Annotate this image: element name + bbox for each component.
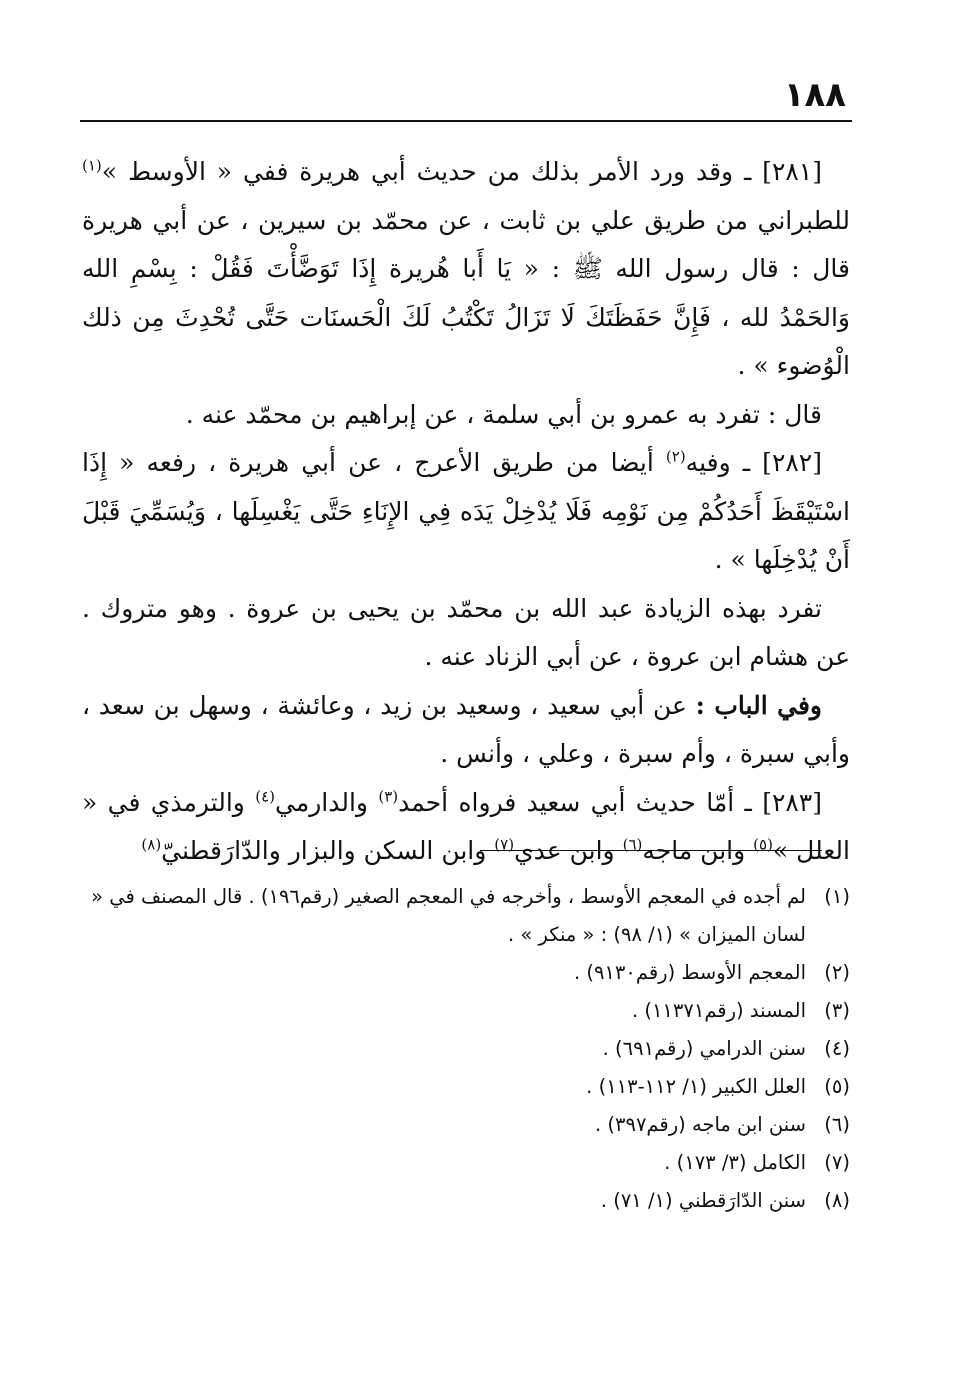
page-number: ١٨٨ — [783, 75, 846, 115]
text-segment: وابن ماجه — [642, 836, 754, 865]
text-segment: [٢٨٢] ـ وفيه — [685, 448, 822, 477]
footnote-ref-6[interactable]: (٦) — [622, 835, 643, 854]
footnote-ref-5[interactable]: (٥) — [753, 835, 773, 854]
paragraph-bab — [82, 682, 850, 779]
footnote-text: العلل الكبير (١/ ١١٢-١١٣) . — [586, 1075, 806, 1098]
footnote-item — [80, 1030, 850, 1068]
footnote-number: (٢) — [824, 961, 850, 984]
paragraph-282 — [82, 439, 850, 585]
footnote-number: (٤) — [824, 1037, 850, 1060]
footnote-text: المسند (رقم١١٣٧١) . — [631, 999, 806, 1022]
footnote-number: (١) — [824, 885, 850, 908]
footnote-separator — [480, 850, 822, 851]
footnotes — [80, 878, 850, 1220]
text-segment: [٢٨١] ـ وقد ورد الأمر بذلك من حديث أبي هريرة ففي « الأوسط » — [101, 157, 822, 186]
footnote-number: (٥) — [824, 1075, 850, 1098]
footnote-text: الكامل (٣/ ١٧٣) . — [664, 1151, 806, 1174]
footnote-item — [80, 1106, 850, 1144]
text-segment: [٢٨٣] ـ أمّا حديث أبي سعيد فرواه أحمد — [398, 787, 823, 817]
paragraph-281 — [82, 148, 850, 391]
footnote-ref-4[interactable]: (٤) — [255, 787, 275, 806]
text-segment: وابن السكن والبزار والدّارَقطنيّ — [161, 836, 495, 865]
footnote-item — [80, 1144, 850, 1182]
text-segment: والترمذي في « العلل » — [82, 787, 850, 865]
text-segment: والدارمي — [274, 787, 379, 817]
footnote-item — [80, 954, 850, 992]
paragraph-283 — [82, 779, 850, 876]
footnote-ref-7[interactable]: (٧) — [494, 835, 515, 854]
footnote-number: (٨) — [824, 1189, 850, 1212]
footnote-text: المعجم الأوسط (رقم٩١٣٠) . — [573, 961, 806, 984]
footnote-text: لم أجده في المعجم الأوسط ، وأخرجه في المعجم الصغير (رقم١٩٦) . قال المصنف في « لسان الميزان » (١/ ٩٨) : « منكر » . — [91, 885, 806, 946]
paragraph-281-note: قال : تفرد به عمرو بن أبي سلمة ، عن إبراهيم بن محمّد عنه . — [185, 399, 822, 429]
text-segment: أيضا من طريق الأعرج ، عن أبي هريرة ، رفعه « إِذَا اسْتَيْقَظَ أَحَدُكُمْ مِن نَوْمِه فَلَا يُدْخِلْ يَدَه فِي الإِنَاءِ حَتَّى يَغْسِلَها ، وَيُسَمِّيَ قَبْلَ أَنْ يُدْخِلَها » . — [82, 448, 850, 574]
footnote-ref-3[interactable]: (٣) — [378, 787, 399, 806]
footnote-text: سنن الدّارَقطني (١/ ٧١) . — [600, 1189, 806, 1212]
footnote-number: (٣) — [824, 999, 850, 1022]
footnote-text: سنن الدرامي (رقم٦٩١) . — [602, 1037, 806, 1060]
footnote-item — [80, 992, 850, 1030]
footnote-ref-1[interactable]: (١) — [82, 156, 102, 175]
footnote-ref-8[interactable]: (٨) — [141, 835, 162, 854]
footnote-ref-2[interactable]: (٢) — [665, 447, 686, 466]
text-segment: وابن عدي — [514, 836, 623, 865]
header-rule — [80, 120, 852, 122]
text-segment: للطبراني من طريق علي بن ثابت ، عن محمّد بن سيرين ، عن أبي هريرة قال : قال رسول الله ﷺ : « يَا أَبا هُريرة إِذَا تَوَضَّأْتَ فَقُلْ : بِسْمِ الله وَالحَمْدُ لله ، فَإِنَّ حَفَظَتَكَ لَا تَزَالُ تَكْتُبُ لَكَ الْحَسنَات حَتَّى تُحْدِثَ مِن ذلك الْوُضوء » . — [82, 205, 850, 380]
main-text — [82, 148, 850, 876]
text-segment: عن أبي سعيد ، وسعيد بن زيد ، وعائشة ، وسهل بن سعد ، وأبي سبرة ، وأم سبرة ، وعلي ، وأنس . — [82, 690, 850, 768]
footnote-item — [80, 1068, 850, 1106]
footnote-number: (٧) — [824, 1151, 850, 1174]
footnote-number: (٦) — [824, 1113, 850, 1136]
footnote-item — [80, 1182, 850, 1220]
footnote-item — [80, 878, 850, 954]
bab-label: وفي الباب : — [695, 690, 822, 720]
paragraph-282-note: تفرد بهذه الزيادة عبد الله بن محمّد بن يحيى بن عروة . وهو متروك . عن هشام ابن عروة ، عن أبي الزناد عنه . — [82, 593, 850, 671]
footnote-text: سنن ابن ماجه (رقم٣٩٧) . — [594, 1113, 806, 1136]
